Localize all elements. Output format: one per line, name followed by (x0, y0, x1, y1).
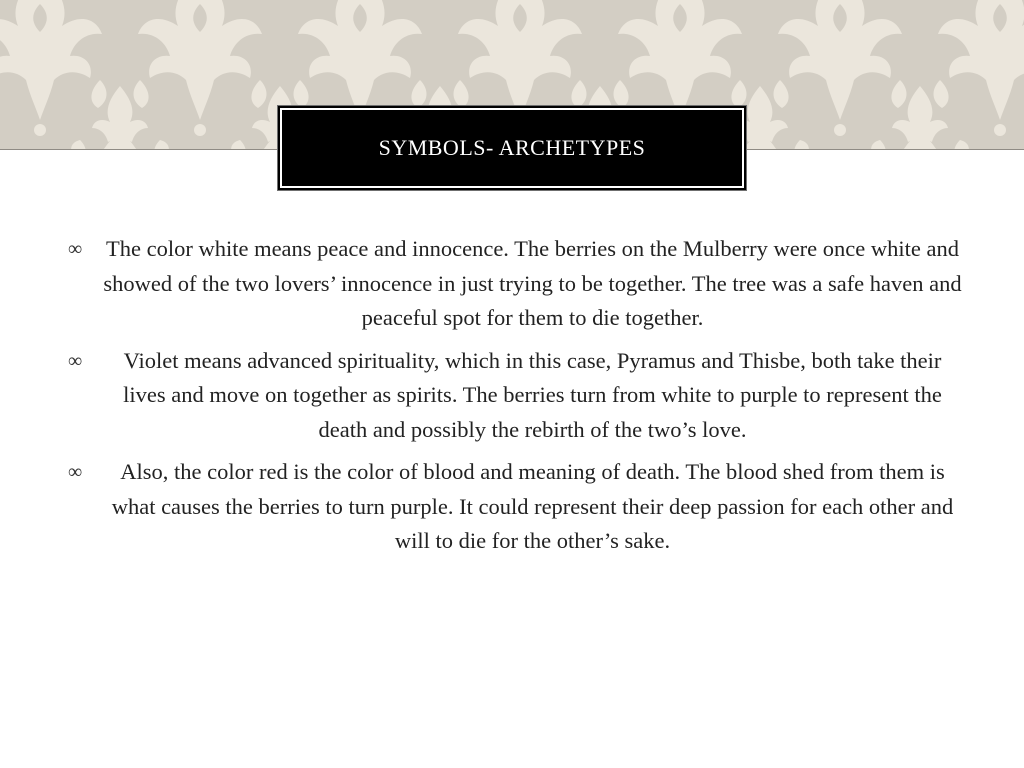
infinity-bullet-icon: ∞ (68, 238, 83, 260)
infinity-bullet-icon: ∞ (68, 349, 83, 372)
title-box (277, 105, 747, 191)
bullet-item (60, 455, 965, 559)
bullet-text: Violet means advanced spirituality, which in this case, Pyramus and Thisbe, both take their lives and move on together as spirits. The berries turn from white to purple to represent the death and possibly the rebirth of the two’s love. (123, 347, 942, 442)
bullet-text: Also, the color red is the color of blood and meaning of death. The blood shed from them is what causes the berries to turn purple. It could represent their deep passion for each other and will to die for the other’s sake. (111, 459, 954, 553)
bullet-list (60, 232, 965, 567)
infinity-bullet-icon: ∞ (68, 461, 83, 483)
bullet-item (60, 344, 965, 448)
slide-title: SYMBOLS- ARCHETYPES (378, 135, 646, 160)
bullet-item (60, 232, 965, 336)
bullet-text: The color white means peace and innocence. The berries on the Mulberry were once white and showed of the two lovers’ innocence in just trying to be together. The tree was a safe haven and peaceful spot for them to die together. (103, 236, 962, 330)
